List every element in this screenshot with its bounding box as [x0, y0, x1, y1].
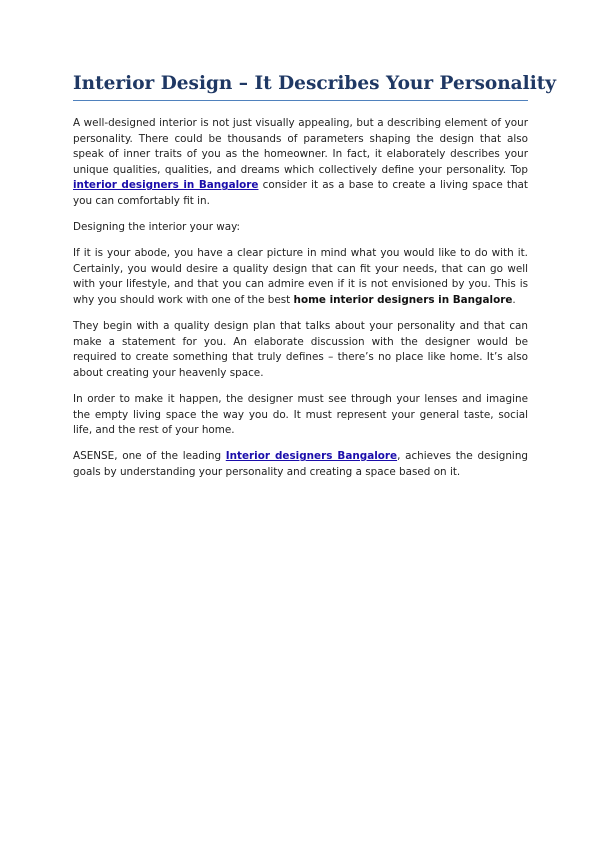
paragraph-asense-text-before: ASENSE, one of the leading — [73, 450, 226, 463]
home-interior-designers-bold: home interior designers in Bangalore — [293, 293, 513, 306]
paragraph-abode-text-before: If it is your abode, you have a clear picture in mind what you would like to do with it. Certainly, you would desire a quality design that can fit your needs, that can go well with your lifestyle, and that you can admire even if it is not envisioned by you. This is why you should work with one of the best — [73, 247, 528, 306]
interior-designers-bangalore-link-2[interactable]: Interior designers Bangalore — [225, 450, 398, 463]
paragraph-intro-text-before: A well-designed interior is not just visually appealing, but a describing element of your personality. There could be thousands of parameters shaping the design that also speak of inner traits of you as the homeowner. In fact, it elaborately describes your unique qualities, qualities, and dreams which collectively define your personality. Top — [73, 117, 528, 176]
document-body — [73, 116, 528, 491]
paragraph-abode-text-after: . — [512, 293, 516, 306]
title-underline-divider — [73, 100, 528, 101]
paragraph-intro-text-after: consider it as a base to create a living space that you can comfortably fit in. — [73, 179, 528, 207]
paragraph-asense — [73, 449, 528, 480]
paragraph-abode — [73, 246, 528, 308]
paragraph-design-plan: They begin with a quality design plan that talks about your personality and that can make a statement for you. An elaborate discussion with the designer would be required to create something that truly defines – there’s no place like home. It’s also about creating your heavenly space. — [73, 320, 528, 379]
interior-designers-bangalore-link[interactable]: interior designers in Bangalore — [73, 179, 259, 192]
paragraph-intro — [73, 116, 528, 210]
paragraph-asense-text-after: , achieves the designing goals by understanding your personality and creating a space based on it. — [73, 450, 529, 478]
page-title: Interior Design – It Describes Your Personality — [73, 73, 557, 94]
section-subheading: Designing the interior your way: — [73, 221, 241, 234]
paragraph-lenses: In order to make it happen, the designer must see through your lenses and imagine the empty living space the way you do. It must represent your general taste, social life, and the rest of your home. — [73, 392, 528, 437]
